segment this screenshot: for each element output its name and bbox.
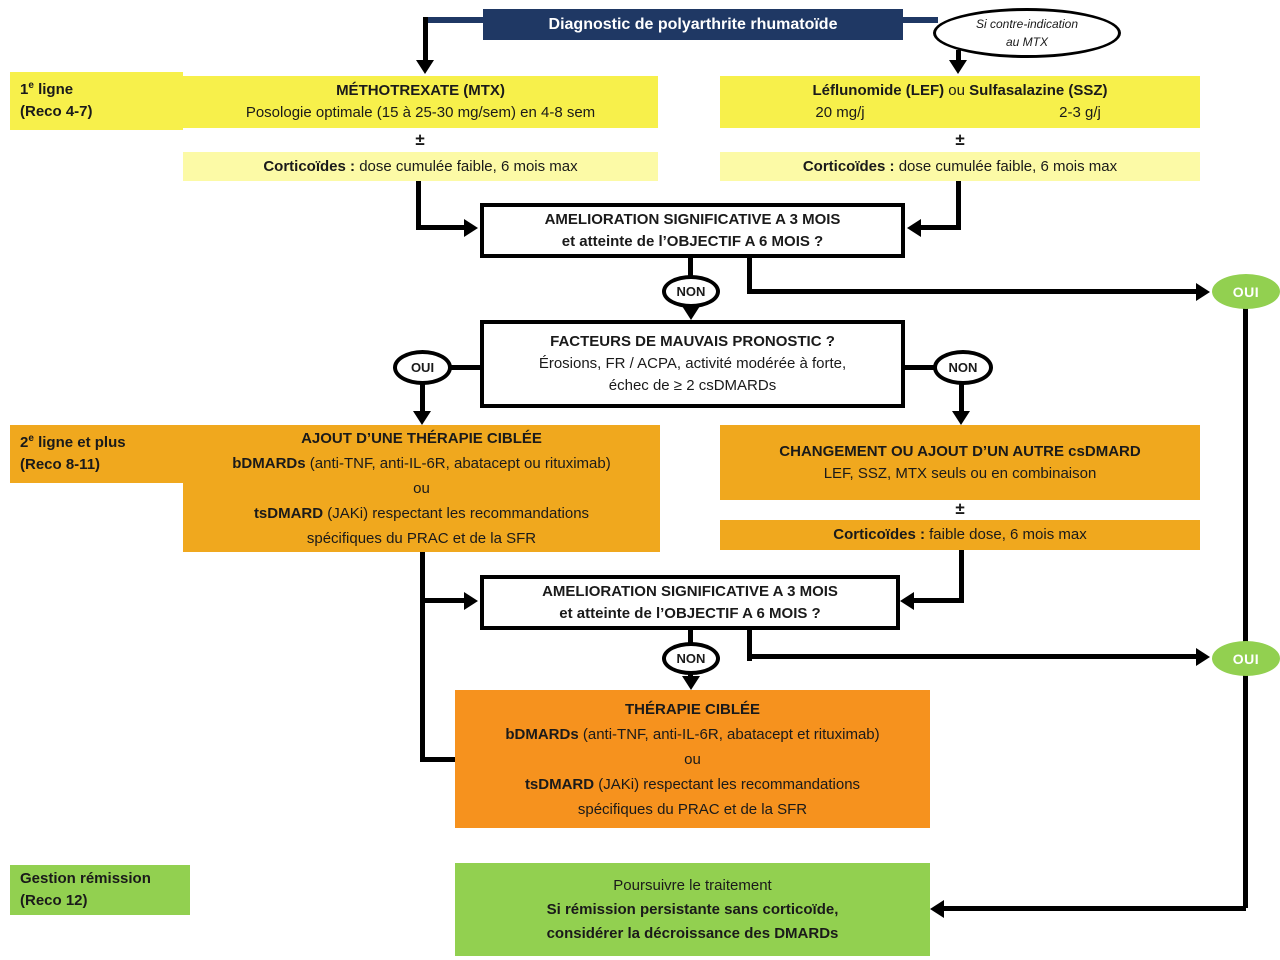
diagnosis-title-text: Diagnostic de polyarthrite rhumatoïde bbox=[548, 15, 838, 33]
connector-corticoleft-elbow bbox=[416, 225, 466, 230]
remission-box bbox=[455, 863, 930, 956]
ajout-bdmards-line: bDMARDs (anti-TNF, anti-IL-6R, abatacept ou rituximab) bbox=[232, 455, 611, 472]
amelioration1-line2: et atteinte de l’OBJECTIF A 6 MOIS ? bbox=[561, 232, 824, 250]
arrowhead-into-therapie bbox=[682, 676, 700, 690]
cortico-right-text: Corticoïdes : dose cumulée faible, 6 mois max bbox=[802, 157, 1118, 175]
cortico-amber-box bbox=[720, 520, 1200, 550]
contraindication-line2: au MTX bbox=[1005, 35, 1048, 49]
facteurs-line2: Érosions, FR / ACPA, activité modérée à forte, bbox=[538, 355, 847, 373]
ajout-ou: ou bbox=[413, 480, 430, 497]
connector-corticoleft-down bbox=[416, 181, 421, 230]
cortico-right-box bbox=[720, 152, 1200, 181]
arrowhead-into-lef bbox=[949, 60, 967, 74]
connector-title-to-mtx bbox=[423, 17, 485, 23]
arrowhead-into-oui1 bbox=[1196, 283, 1210, 301]
cortico-left-box bbox=[183, 152, 658, 181]
cortico-left-text: Corticoïdes : dose cumulée faible, 6 mois max bbox=[263, 157, 578, 175]
diagnosis-title-box bbox=[483, 9, 903, 40]
oui-white-oval: OUI bbox=[393, 350, 452, 385]
arrowhead-into-amelioration1-left bbox=[464, 219, 478, 237]
changement-subtitle: LEF, SSZ, MTX seuls ou en combinaison bbox=[823, 464, 1097, 482]
therapie-ciblee-box bbox=[455, 690, 930, 828]
remission-line1: Poursuivre le traitement bbox=[613, 876, 772, 894]
ajout-tsdmard-line: tsDMARD (JAKi) respectant les recommandations bbox=[253, 505, 590, 522]
side-label-first-line bbox=[10, 72, 183, 130]
ajout-therapie-box bbox=[183, 425, 660, 552]
second-line-label: 2e ligne et plus bbox=[20, 433, 126, 452]
connector-corticoamber-elbow bbox=[914, 598, 964, 603]
lef-ssz-title: Léflunomide (LEF) ou Sulfasalazine (SSZ) bbox=[812, 82, 1108, 100]
arrowhead-into-amelioration2-right bbox=[900, 592, 914, 610]
non2-oval: NON bbox=[662, 642, 720, 675]
oui2-oval: OUI bbox=[1212, 641, 1280, 676]
connector-oui-down-right-edge bbox=[1243, 308, 1248, 908]
changement-title: CHANGEMENT OU AJOUT D’UN AUTRE csDMARD bbox=[779, 442, 1141, 460]
amelioration2-line2: et atteinte de l’OBJECTIF A 6 MOIS ? bbox=[559, 604, 821, 622]
connector-to-oui1 bbox=[747, 289, 1198, 294]
plus-minus-amber: ± bbox=[955, 499, 965, 518]
mtx-title: MÉTHOTREXATE (MTX) bbox=[336, 82, 505, 100]
facteurs-line3: échec de ≥ 2 csDMARDs bbox=[608, 376, 777, 394]
side-label-second-line bbox=[10, 425, 190, 483]
cortico-amber-text: Corticoïdes : faible dose, 6 mois max bbox=[833, 526, 1087, 544]
facteurs-box bbox=[480, 320, 905, 408]
therapie-tsdmard-line: tsDMARD (JAKi) respectant les recommandations bbox=[524, 775, 861, 793]
connector-non-white-down bbox=[959, 384, 964, 412]
plus-minus-right: ± bbox=[955, 130, 965, 149]
first-line-reco: (Reco 4-7) bbox=[20, 103, 93, 120]
connector-corticoright-down bbox=[956, 181, 961, 230]
remission-reco: (Reco 12) bbox=[20, 892, 88, 909]
connector-corticoright-elbow bbox=[921, 225, 961, 230]
amelioration1-box bbox=[480, 203, 905, 258]
therapie-ou: ou bbox=[684, 750, 701, 768]
connector-title-to-mtx-vertical bbox=[423, 17, 428, 62]
connector-title-to-ellipse bbox=[900, 17, 938, 23]
mtx-subtitle: Posologie optimale (15 à 25-30 mg/sem) en 4-8 sem bbox=[245, 104, 596, 121]
facteurs-line1: FACTEURS DE MAUVAIS PRONOSTIC ? bbox=[550, 333, 835, 351]
arrowhead-into-facteurs bbox=[682, 306, 700, 320]
therapie-title: THÉRAPIE CIBLÉE bbox=[624, 700, 760, 718]
mtx-box bbox=[183, 76, 658, 128]
arrowhead-into-greenbox bbox=[930, 900, 944, 918]
connector-amelioration1-to-non bbox=[688, 258, 693, 276]
remission-label: Gestion rémission bbox=[20, 870, 151, 888]
connector-facteurs-to-oui-white bbox=[450, 365, 480, 370]
lef-dose: 20 mg/j bbox=[815, 104, 865, 121]
therapie-bdmards-line: bDMARDs (anti-TNF, anti-IL-6R, abatacept et rituximab) bbox=[505, 725, 880, 743]
remission-line2: Si rémission persistante sans corticoïde, bbox=[546, 900, 839, 918]
oui1-oval: OUI bbox=[1212, 274, 1280, 309]
non-white-oval: NON bbox=[933, 350, 993, 385]
connector-to-oui2 bbox=[747, 654, 1198, 659]
connector-to-greenbox bbox=[944, 906, 1246, 911]
ajout-line5: spécifiques du PRAC et de la SFR bbox=[306, 530, 537, 547]
lef-ssz-doses bbox=[720, 102, 1200, 124]
connector-ajout-to-therapie bbox=[420, 757, 457, 762]
ajout-title: AJOUT D’UNE THÉRAPIE CIBLÉE bbox=[301, 430, 542, 447]
amelioration2-box bbox=[480, 575, 900, 630]
arrowhead-into-changement bbox=[952, 411, 970, 425]
connector-ajout-branch bbox=[420, 598, 466, 603]
connector-facteurs-to-non-white bbox=[905, 365, 935, 370]
connector-ajout-down bbox=[420, 552, 425, 762]
connector-oui-white-down bbox=[420, 384, 425, 412]
amelioration2-line1: AMELIORATION SIGNIFICATIVE A 3 MOIS bbox=[542, 582, 838, 600]
first-line-label: 1e ligne bbox=[20, 80, 74, 99]
non1-oval: NON bbox=[662, 275, 720, 308]
arrowhead-into-mtx bbox=[416, 60, 434, 74]
arrowhead-into-amelioration2-left bbox=[464, 592, 478, 610]
lef-ssz-box bbox=[720, 76, 1200, 128]
arrowhead-into-ajout bbox=[413, 411, 431, 425]
contraindication-ellipse bbox=[933, 8, 1121, 58]
remission-line3: considérer la décroissance des DMARDs bbox=[546, 924, 839, 942]
arrowhead-into-amelioration1-right bbox=[907, 219, 921, 237]
amelioration1-line1: AMELIORATION SIGNIFICATIVE A 3 MOIS bbox=[544, 210, 841, 228]
side-label-remission bbox=[10, 865, 190, 915]
ssz-dose: 2-3 g/j bbox=[1059, 104, 1101, 121]
second-line-reco: (Reco 8-11) bbox=[20, 456, 101, 473]
connector-corticoamber-down bbox=[959, 550, 964, 603]
changement-box bbox=[720, 425, 1200, 500]
arrowhead-into-oui2 bbox=[1196, 648, 1210, 666]
therapie-line5: spécifiques du PRAC et de la SFR bbox=[577, 800, 808, 818]
plus-minus-left: ± bbox=[415, 130, 425, 149]
contraindication-line1: Si contre-indication bbox=[975, 17, 1079, 31]
